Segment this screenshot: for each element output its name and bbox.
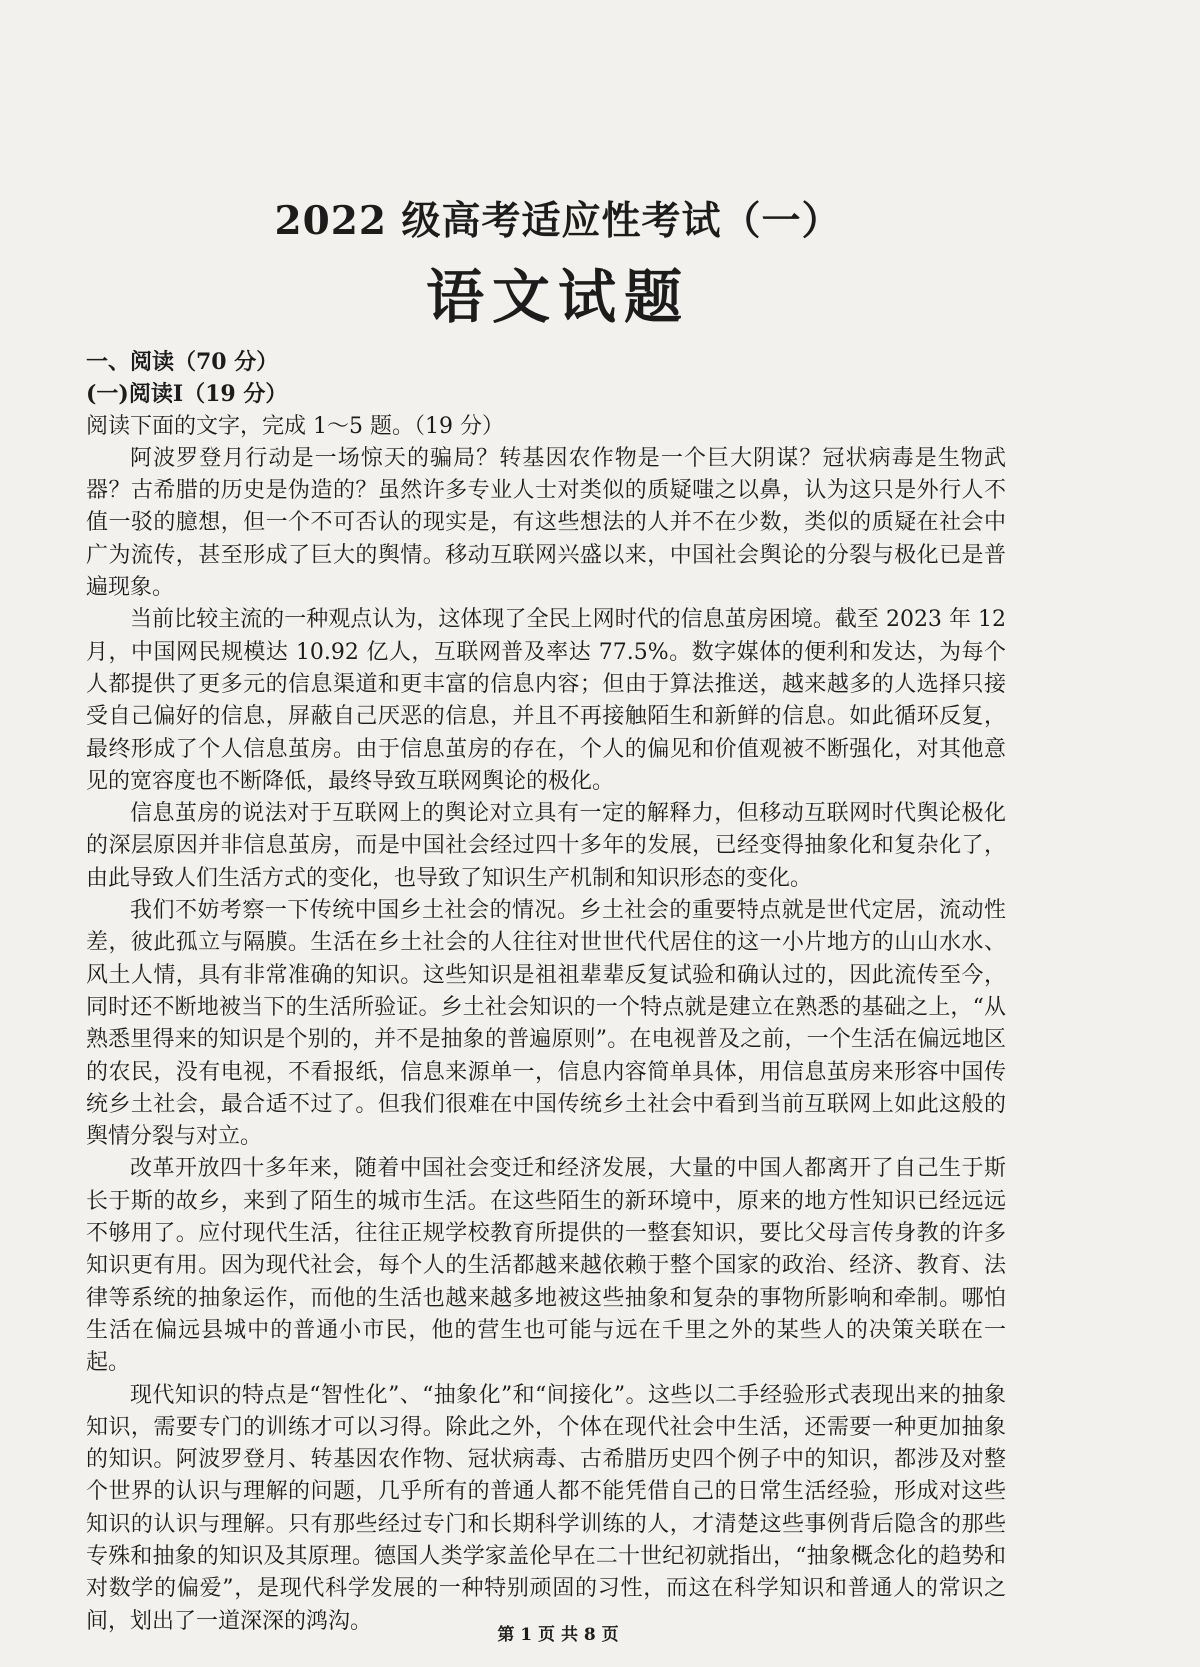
section-heading: 一、阅读（70 分） — [86, 349, 279, 375]
reading-section — [86, 346, 1006, 1638]
subsection-heading: (一)阅读I（19 分） — [86, 381, 288, 408]
paragraph-6: 现代知识的特点是“智性化”、“抽象化”和“间接化”。这些以二手经验形式表现出来的抽象知识，需要专门的训练才可以习得。除此之外，个体在现代社会中生活，还需要一种更加抽象的知识。阿波罗登月、转基因农作物、冠状病毒、古希腊历史四个例子中的知识，都涉及对整个世界的认识与理解的问题，几乎所有的普通人都不能凭借自己的日常生活经验，形成对这些知识的认识与理解。只有那些经过专门和长期科学训练的人，才清楚这些事例背后隐含的那些专殊和抽象的知识及其原理。德国人类学家盖伦早在二十世纪初就指出，“抽象概念化的趋势和对数学的偏爱”，是现代科学发展的一种特别顽固的习性，而这在科学知识和普通人的常识之间，划出了一道深深的鸿沟。 — [86, 1382, 1006, 1634]
paragraph-5: 改革开放四十多年来，随着中国社会变迁和经济发展，大量的中国人都离开了自己生于斯长于斯的故乡，来到了陌生的城市生活。在这些陌生的新环境中，原来的地方性知识已经远远不够用了。应付现代生活，往往正规学校教育所提供的一整套知识，要比父母言传身教的许多知识更有用。因为现代社会，每个人的生活都越来越依赖于整个国家的政治、经济、教育、法律等系统的抽象运作，而他的生活也越来越多地被这些抽象和复杂的事物所影响和牵制。哪怕生活在偏远县城中的普通小市民，他的营生也可能与远在千里之外的某些人的决策关联在一起。 — [86, 1156, 1006, 1376]
subject-title: 语文试题 — [425, 263, 690, 331]
paragraph-4: 我们不妨考察一下传统中国乡土社会的情况。乡土社会的重要特点就是世代定居，流动性差，彼此孤立与隔膜。生活在乡土社会的人往往对世世代代居住的这一小片地方的山山水水、风土人情，具有非常准确的知识。这些知识是祖祖辈辈反复试验和确认过的，因此流传至今，同时还不断地被当下的生活所验证。乡土社会知识的一个特点就是建立在熟悉的基础之上，“从熟悉里得来的知识是个别的，并不是抽象的普遍原则”。在电视普及之前，一个生活在偏远地区的农民，没有电视，不看报纸，信息来源单一，信息内容简单具体，用信息茧房来形容中国传统乡土社会，最合适不过了。但我们很难在中国传统乡土社会中看到当前互联网上如此这般的舆情分裂与对立。 — [86, 898, 1006, 1150]
paragraph-1: 阿波罗登月行动是一场惊天的骗局？转基因农作物是一个巨大阴谋？冠状病毒是生物武器？古希腊的历史是伪造的？虽然许多专业人士对类似的质疑嗤之以鼻，认为这只是外行人不值一驳的臆想，但一个不可否认的现实是，有这些想法的人并不在少数，类似的质疑在社会中广为流传，甚至形成了巨大的舆情。移动互联网兴盛以来，中国社会舆论的分裂与极化已是普遍现象。 — [86, 445, 1006, 601]
paragraph-3: 信息茧房的说法对于互联网上的舆论对立具有一定的解释力，但移动互联网时代舆论极化的深层原因并非信息茧房，而是中国社会经过四十多年的发展，已经变得抽象化和复杂化了，由此导致人们生活方式的变化，也导致了知识生产机制和知识形态的变化。 — [86, 801, 1006, 891]
instruction-text: 阅读下面的文字，完成 1～5 题。（19 分） — [86, 413, 504, 439]
paragraph-2: 当前比较主流的一种观点认为，这体现了全民上网时代的信息茧房困境。截至 2023 年 12 月，中国网民规模达 10.92 亿人，互联网普及率达 77.5%。数字媒体的便利和发达，为每个人都提供了更多元的信息渠道和更丰富的信息内容；但由于算法推送，越来越多的人选择只接受自己偏好的信息，屏蔽自己厌恶的信息，并且不再接触陌生和新鲜的信息。如此循环反复，最终形成了个人信息茧房。由于信息茧房的存在，个人的偏见和价值观被不断强化，对其他意见的宽容度也不断降低，最终导致互联网舆论的极化。 — [86, 607, 1006, 794]
page-number: 第 1 页 共 8 页 — [497, 1625, 619, 1645]
exam-title: 2022 级高考适应性考试（一） — [274, 198, 842, 244]
